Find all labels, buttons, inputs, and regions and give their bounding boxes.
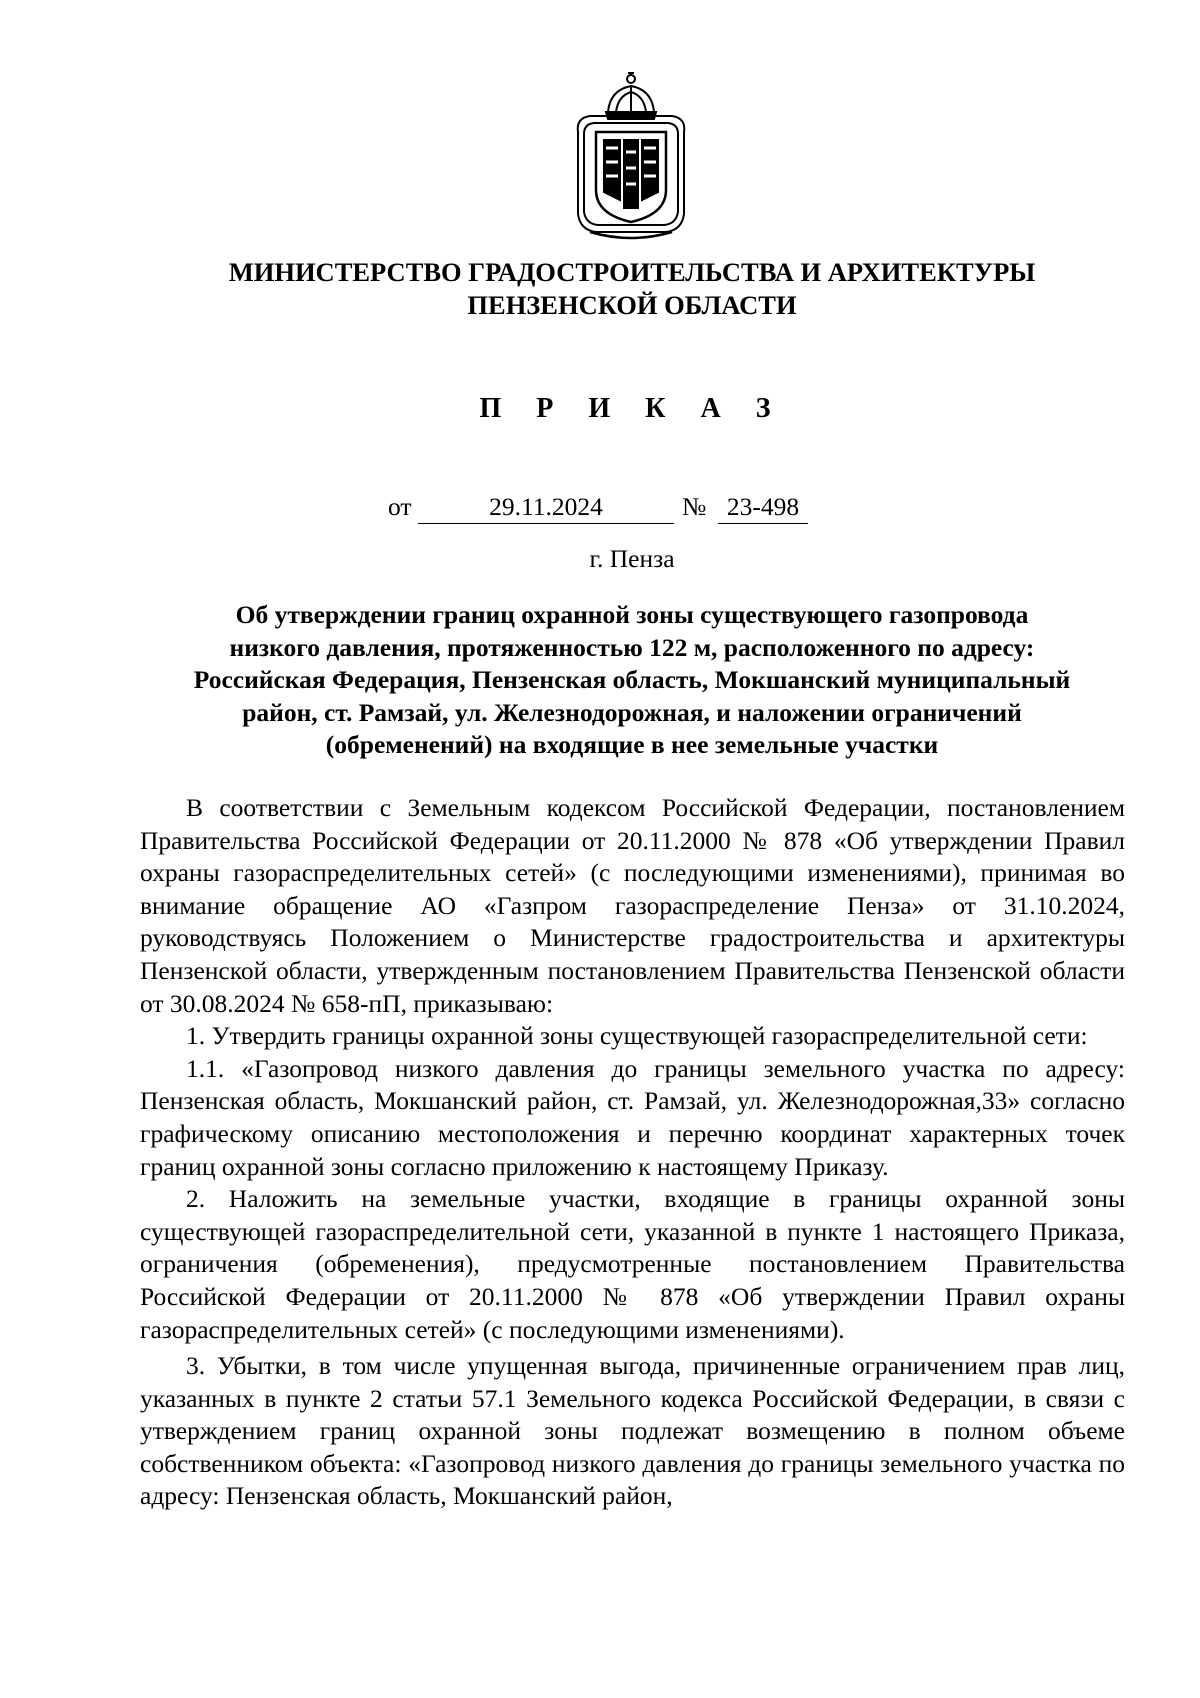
item-1-1-paragraph: 1.1. «Газопровод низкого давления до границы земельного участка по адресу: Пензенская область, Мокшанский район, ст. Рамзай, ул. Железнодорожная,33» согласно графическому описанию местоположения и перечню координат характерных точек границ охранной зоны согласно приложению к настоящему Приказу. <box>140 1053 1125 1181</box>
subject-line: Российская Федерация, Пензенская область, Мокшанский муниципальный <box>193 665 1071 695</box>
order-number: 23-498 <box>718 492 808 524</box>
city-of-issue: г. Пенза <box>589 544 675 573</box>
ministry-name-line-2: ПЕНЗЕНСКОЙ ОБЛАСТИ <box>467 290 797 320</box>
order-date: 29.11.2024 <box>418 492 674 524</box>
number-label: № <box>682 492 707 521</box>
date-label: от <box>388 492 412 521</box>
ministry-name <box>100 256 1164 322</box>
subject-line: (обременений) на входящие в нее земельные участки <box>325 730 939 760</box>
item-3-paragraph: 3. Убытки, в том числе упущенная выгода, причиненные ограничением прав лиц, указанных в пункте 2 статьи 57.1 Земельного кодекса Российской Федерации, в связи с утверждением границ охранной зоны подлежат возмещению в полном объеме собственником объекта: «Газопровод низкого давления до границы земельного участка по адресу: Пензенская область, Мокшанский район, <box>140 1351 1125 1511</box>
subject-line: район, ст. Рамзай, ул. Железнодорожная, и наложении ограничений <box>242 697 1022 727</box>
order-date-number-line <box>388 492 888 532</box>
order-subject-heading <box>120 599 1144 762</box>
ministry-name-line-1: МИНИСТЕРСТВО ГРАДОСТРОИТЕЛЬСТВА И АРХИТЕКТУРЫ <box>228 257 1036 287</box>
coat-of-arms-emblem <box>570 72 692 242</box>
subject-line: Об утверждении границ охранной зоны существующего газопровода <box>235 600 1029 629</box>
item-2-paragraph: 2. Наложить на земельные участки, входящие в границы охранной зоны существующей газораспределительной сети, указанной в пункте 1 настоящего Приказа, ограничения (обременения), предусмотренные постановлением Правительства Российской Федерации от 20.11.2000 № 878 «Об утверждении Правил охраны газораспределительных сетей» (с последующими изменениями). <box>140 1184 1125 1344</box>
subject-line: низкого давления, протяженностью 122 м, расположенного по адресу: <box>229 632 1035 662</box>
preamble-paragraph: В соответствии с Земельным кодексом Российской Федерации, постановлением Правительства Российской Федерации от 20.11.2000 № 878 «Об утверждении Правил охраны газораспределительных сетей» (с последующими изменениями), принимая во внимание обращение АО «Газпром газораспределение Пенза» от 31.10.2024, руководствуясь Положением о Министерстве градостроительства и архитектуры Пензенской области, утвержденным постановлением Правительства Пензенской области от 30.08.2024 № 658-пП, приказываю: <box>140 793 1125 1018</box>
order-body <box>140 792 1125 1513</box>
document-type-title: П Р И К А З <box>479 393 785 424</box>
item-1-paragraph: 1. Утвердить границы охранной зоны существующей газораспределительной сети: <box>186 1021 1088 1051</box>
